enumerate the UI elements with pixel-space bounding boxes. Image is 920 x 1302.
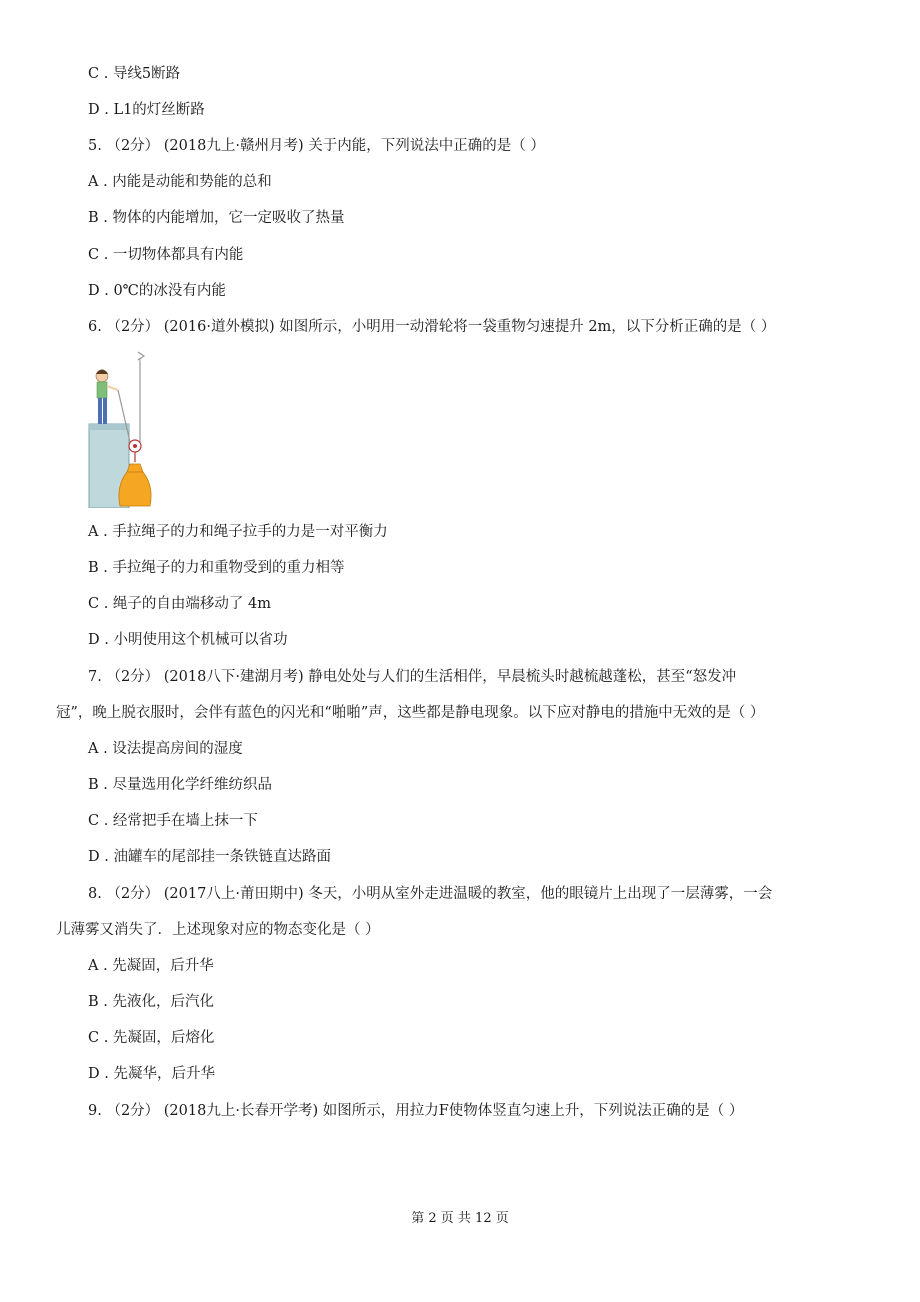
option-c-q6: C . 绳子的自由端移动了 4m <box>88 596 272 612</box>
option-d-q7: D . 油罐车的尾部挂一条铁链直达路面 <box>88 849 331 865</box>
option-a-q6: A . 手拉绳子的力和绳子拉手的力是一对平衡力 <box>88 524 388 540</box>
option-b-q6: B . 手拉绳子的力和重物受到的重力相等 <box>88 560 345 576</box>
option-a-q5: A . 内能是动能和势能的总和 <box>88 174 272 190</box>
question-5: 5. （2分） (2018九上·赣州月考) 关于内能，下列说法中正确的是（ ） <box>88 138 545 154</box>
question-7-cont: 冠”，晚上脱衣服时，会伴有蓝色的闪光和“啪啪”声，这些都是静电现象。以下应对静电的措施中无效的是（ ） <box>56 705 765 721</box>
pulley-illustration <box>86 350 166 508</box>
question-7: 7. （2分） (2018八下·建湖月考) 静电处处与人们的生活相伴，早晨梳头时越梳越蓬松，甚至“怒发冲 <box>88 669 737 685</box>
option-c-q7: C . 经常把手在墙上抹一下 <box>88 813 258 829</box>
option-a-q8: A . 先凝固，后升华 <box>88 958 214 974</box>
option-c-q5: C . 一切物体都具有内能 <box>88 247 244 263</box>
option-b-q7: B . 尽量选用化学纤维纺织品 <box>88 777 272 793</box>
option-d-q5: D . 0℃的冰没有内能 <box>88 283 226 299</box>
option-c-q4: C . 导线5断路 <box>88 66 181 82</box>
question-8-cont: 儿薄雾又消失了．上述现象对应的物态变化是（ ） <box>56 922 380 938</box>
option-d-q6: D . 小明使用这个机械可以省功 <box>88 632 288 648</box>
question-9: 9. （2分） (2018九上·长春开学考) 如图所示，用拉力F使物体竖直匀速上升，下列说法正确的是（ ） <box>88 1103 744 1119</box>
question-6: 6. （2分） (2016·道外模拟) 如图所示，小明用一动滑轮将一袋重物匀速提升 2m，以下分析正确的是（ ） <box>88 319 776 335</box>
option-a-q7: A . 设法提高房间的湿度 <box>88 741 243 757</box>
option-c-q8: C . 先凝固，后熔化 <box>88 1030 215 1046</box>
option-d-q4: D . L1的灯丝断路 <box>88 102 205 118</box>
question-8: 8. （2分） (2017八上·莆田期中) 冬天，小明从室外走进温暖的教室，他的眼镜片上出现了一层薄雾，一会 <box>88 886 773 902</box>
page-footer: 第 2 页 共 12 页 <box>411 1211 509 1226</box>
option-b-q8: B . 先液化，后汽化 <box>88 994 214 1010</box>
option-d-q8: D . 先凝华，后升华 <box>88 1066 215 1082</box>
option-b-q5: B . 物体的内能增加，它一定吸收了热量 <box>88 210 345 226</box>
